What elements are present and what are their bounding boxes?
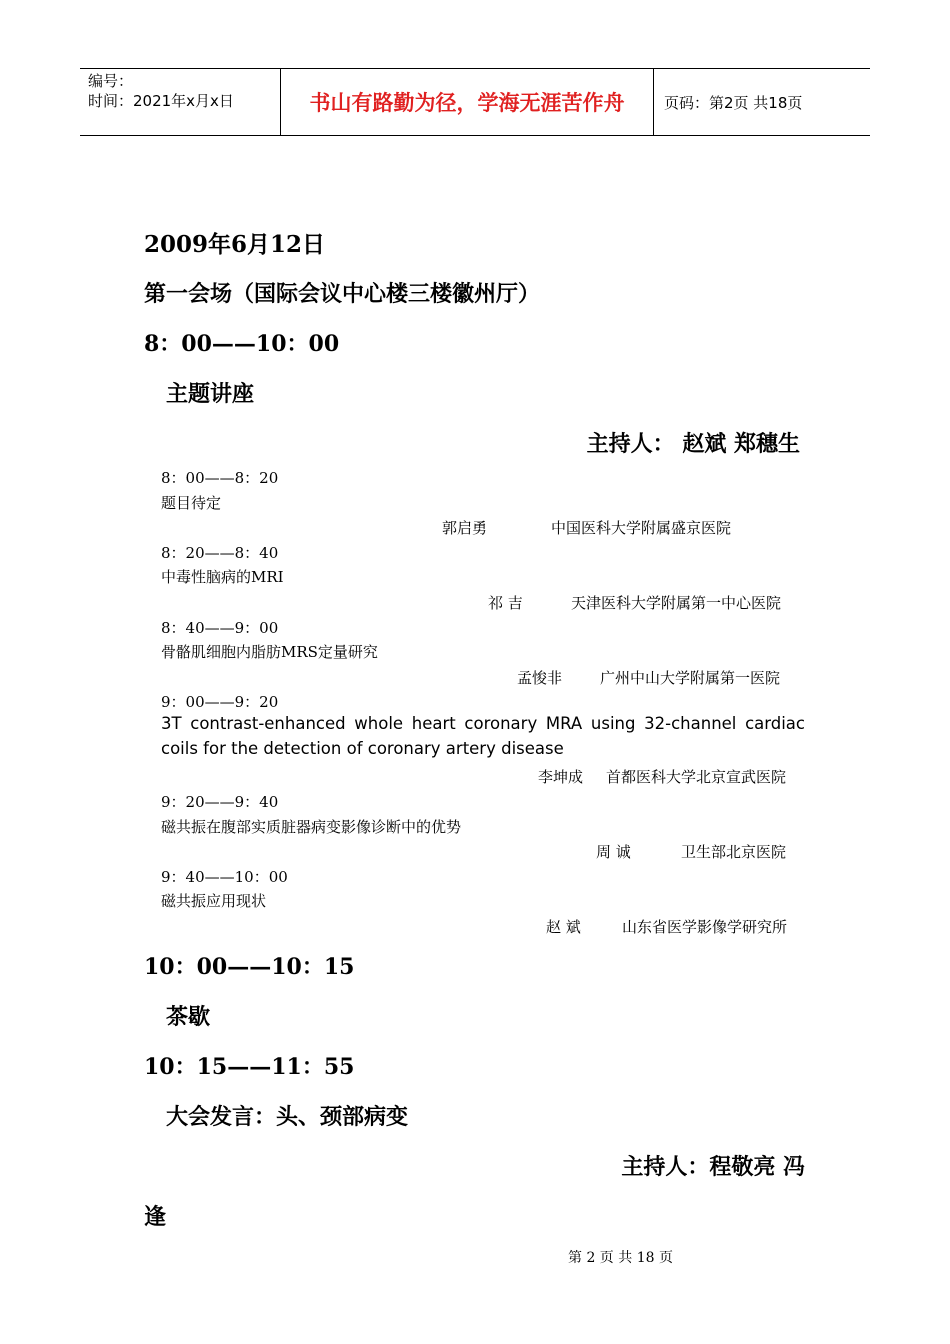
talk-affiliation: 广州中山大学附属第一医院	[600, 669, 781, 687]
talk-speaker: 周 诚	[596, 843, 631, 861]
talk-title: 题目待定	[161, 494, 222, 512]
venue: 第一会场（国际会议中心楼三楼徽州厅）	[144, 281, 541, 307]
talk-speaker: 赵 斌	[546, 918, 581, 936]
talk-time: 8：40——9：00	[161, 619, 279, 637]
talk-affiliation: 卫生部北京医院	[681, 843, 787, 861]
talk-time: 8：00——8：20	[161, 469, 279, 487]
break-title: 茶歇	[166, 1004, 211, 1030]
talk-title: 磁共振应用现状	[161, 892, 267, 910]
talk-title: 中毒性脑病的MRI	[161, 568, 284, 586]
number-label: 编号：	[88, 72, 134, 90]
session1-hosts: 主持人： 赵斌 郑穗生	[586, 431, 800, 457]
talk-speaker: 李坤成	[538, 768, 584, 786]
break-time: 10：00——10：15	[144, 954, 355, 980]
header-table	[80, 68, 870, 136]
header-meta	[80, 69, 281, 135]
talk-time: 9：00——9：20	[161, 693, 279, 711]
session2-title: 大会发言：头、颈部病变	[166, 1104, 409, 1130]
talk-speaker: 祁 吉	[488, 594, 523, 612]
motto: 书山有路勤为径，学海无涯苦作舟	[281, 69, 654, 135]
date-label: 时间：2021年x月x日	[88, 92, 234, 110]
document-date: 2009年6月12日	[144, 231, 326, 258]
talk-speaker: 孟悛非	[517, 669, 563, 687]
talk-time: 9：20——9：40	[161, 793, 279, 811]
talk-title-cont: coils for the detection of coronary artery disease	[161, 739, 564, 758]
session1-time: 8：00——10：00	[144, 331, 340, 357]
session2-time: 10：15——11：55	[144, 1054, 355, 1080]
session2-hosts-cont: 逢	[144, 1204, 167, 1230]
talk-title: 磁共振在腹部实质脏器病变影像诊断中的优势	[161, 818, 462, 836]
page-label: 页码：第2页 共18页	[664, 93, 803, 112]
talk-affiliation: 中国医科大学附属盛京医院	[551, 519, 732, 537]
session1-title: 主题讲座	[166, 381, 255, 407]
talk-affiliation: 首都医科大学北京宣武医院	[606, 768, 787, 786]
talk-speaker: 郭启勇	[442, 519, 488, 537]
session2-hosts: 主持人：程敬亮 冯	[621, 1154, 805, 1180]
talk-time: 9：40——10：00	[161, 868, 288, 886]
footer-page: 第 2 页 共 18 页	[568, 1250, 673, 1266]
talk-time: 8：20——8：40	[161, 544, 279, 562]
talk-title: 骨骼肌细胞内脂肪MRS定量研究	[161, 643, 378, 661]
talk-title: 3T contrast-enhanced whole heart coronary MRA using 32-channel cardiac	[161, 714, 805, 733]
talk-affiliation: 山东省医学影像学研究所	[622, 918, 788, 936]
talk-affiliation: 天津医科大学附属第一中心医院	[571, 594, 782, 612]
